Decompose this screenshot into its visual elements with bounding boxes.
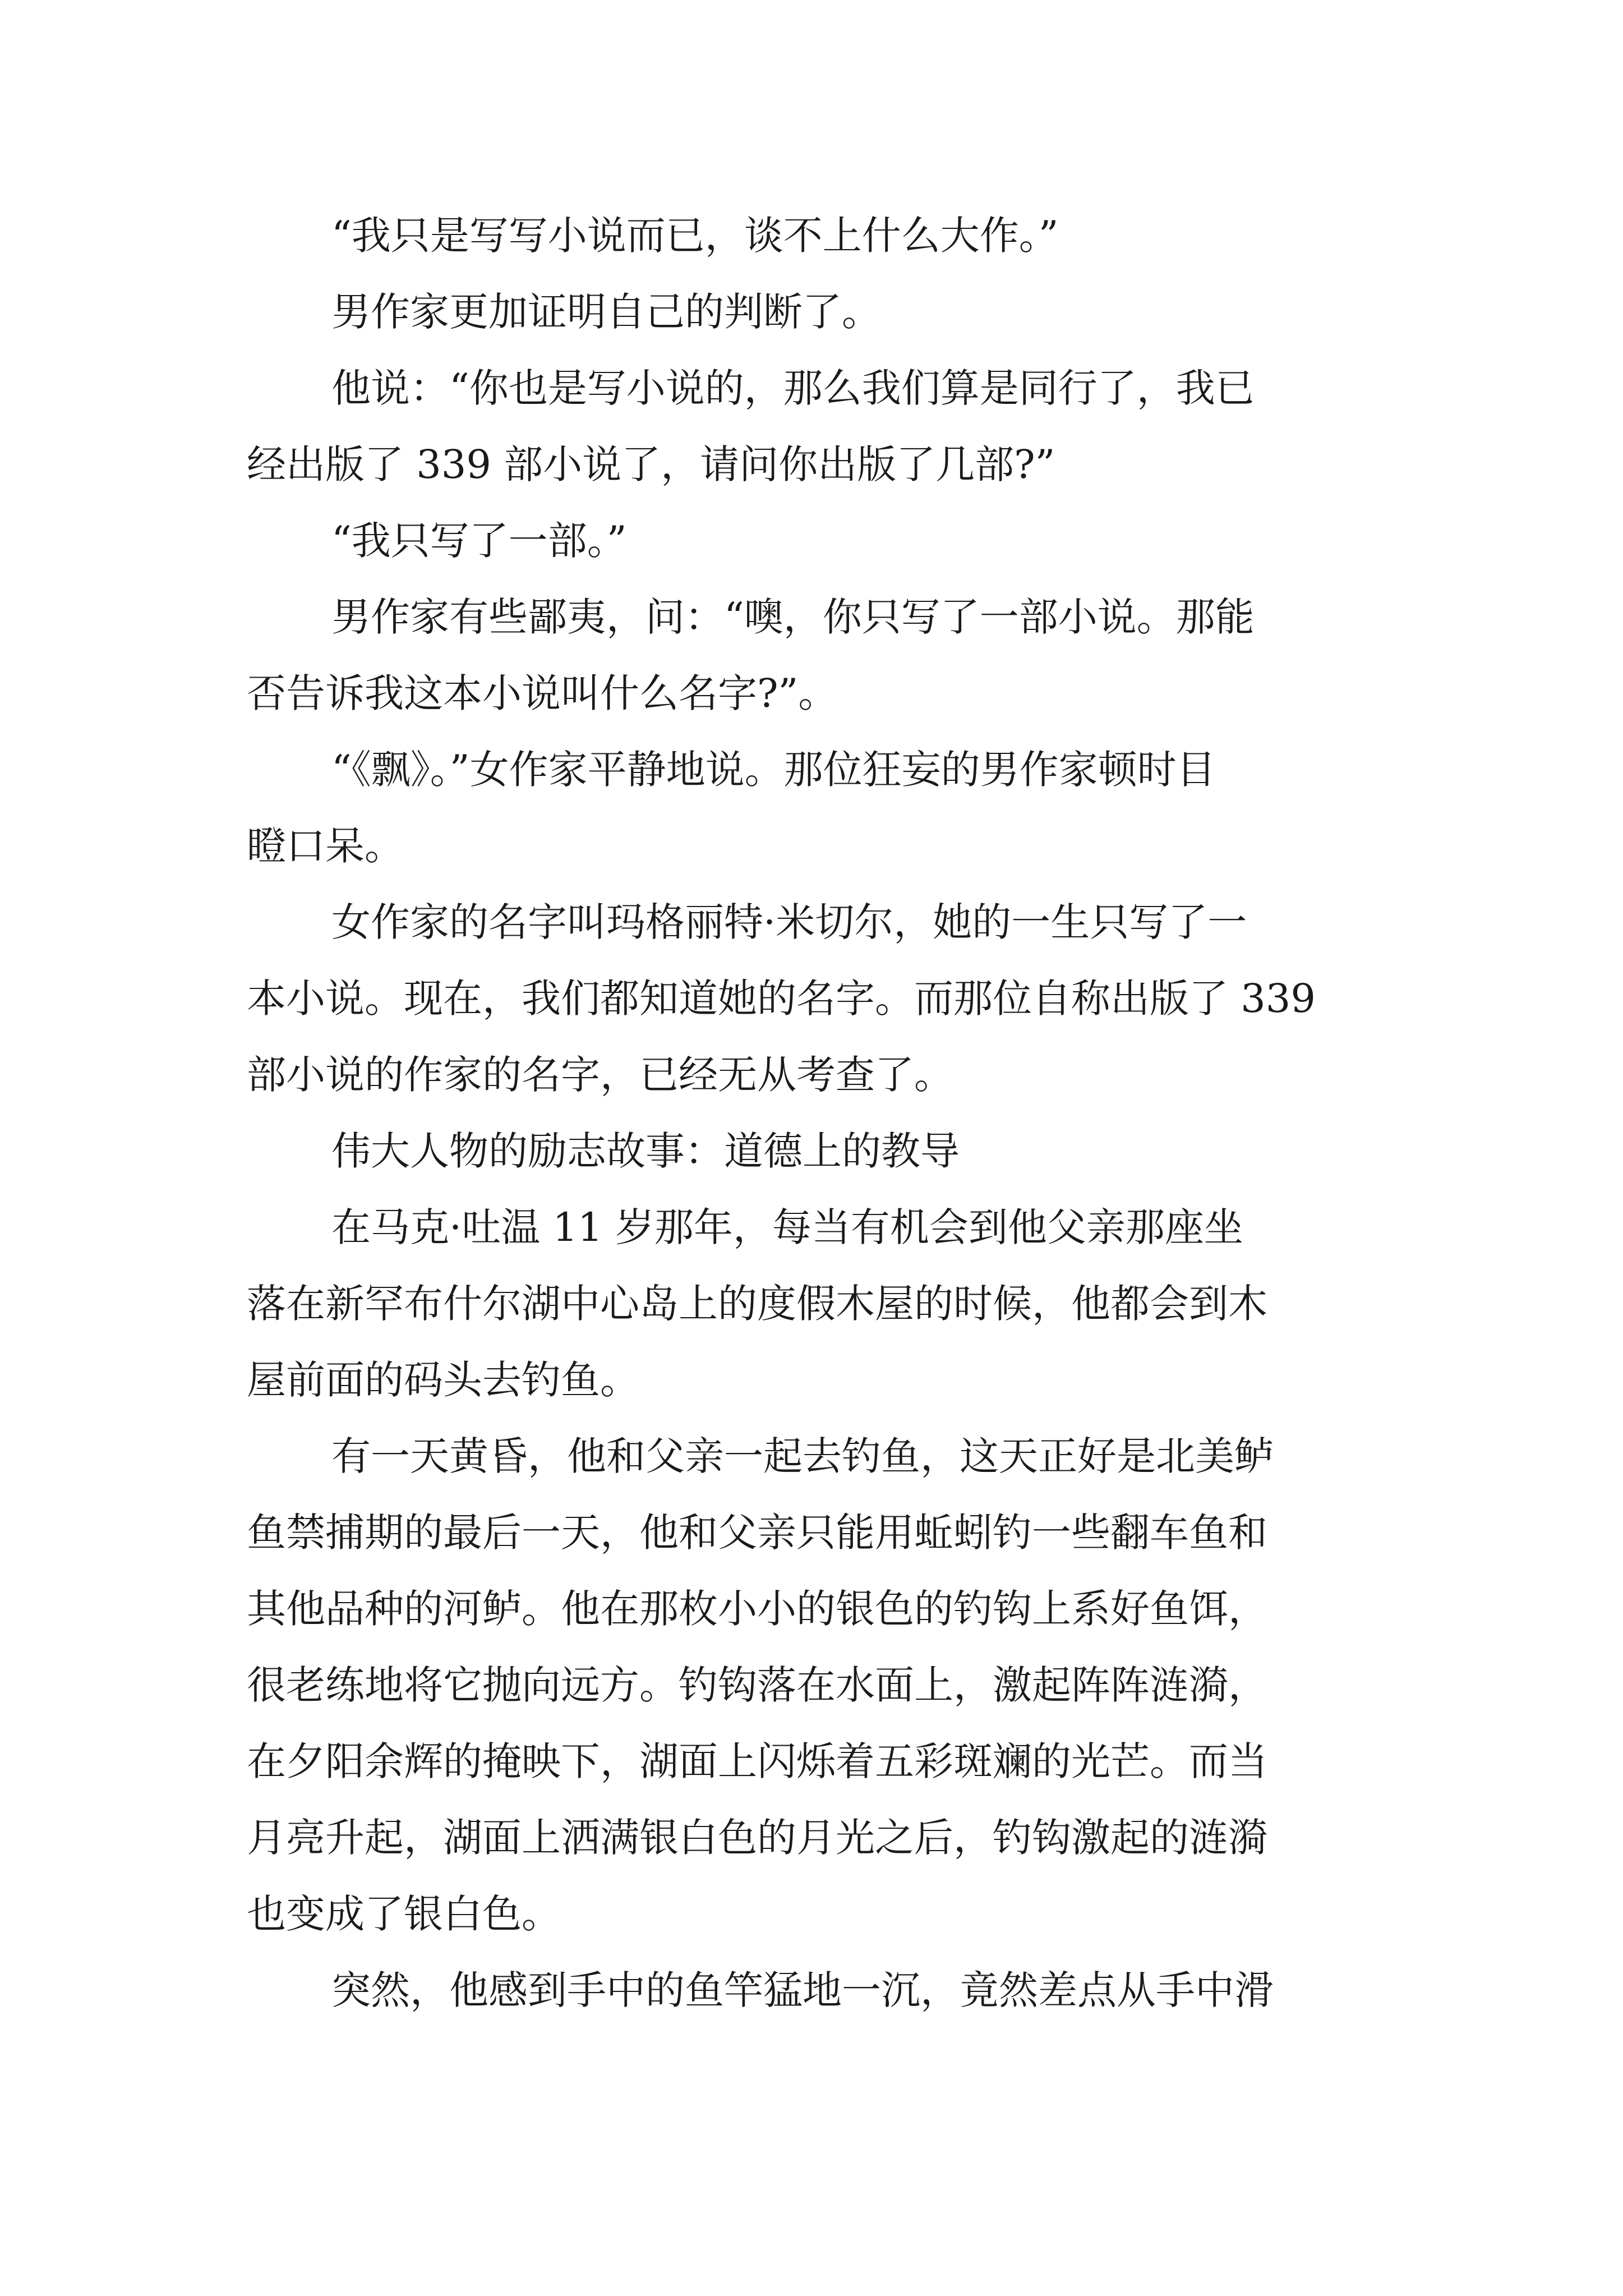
paragraph-line: 落在新罕布什尔湖中心岛上的度假木屋的时候，他都会到木 — [247, 1281, 1267, 1327]
paragraph-line: 女作家的名字叫玛格丽特·米切尔，她的一生只写了一 — [331, 899, 1247, 945]
paragraph-line: “我只写了一部。” — [331, 518, 627, 564]
paragraph-line: 也变成了银白色。 — [247, 1891, 561, 1937]
paragraph-line: 鱼禁捕期的最后一天，他和父亲只能用蚯蚓钓一些翻车鱼和 — [247, 1510, 1267, 1556]
paragraph-line: 部小说的作家的名字，已经无从考查了。 — [247, 1052, 953, 1098]
paragraph-line: 有一天黄昏，他和父亲一起去钓鱼，这天正好是北美鲈 — [331, 1433, 1274, 1479]
paragraph-line: 月亮升起，湖面上洒满银白色的月光之后，钓钩激起的涟漪 — [247, 1815, 1267, 1861]
paragraph-line: 在马克·吐温 11 岁那年，每当有机会到他父亲那座坐 — [331, 1204, 1243, 1250]
paragraph-line: 否告诉我这本小说叫什么名字?”。 — [247, 670, 838, 716]
section-heading: 伟大人物的励志故事：道德上的教导 — [331, 1128, 960, 1174]
paragraph-line: 在夕阳余辉的掩映下，湖面上闪烁着五彩斑斓的光芒。而当 — [247, 1738, 1267, 1784]
paragraph-line: 男作家有些鄙夷，问：“噢，你只写了一部小说。那能 — [331, 594, 1255, 640]
paragraph-line: 屋前面的码头去钓鱼。 — [247, 1357, 639, 1403]
paragraph-line: 他说：“你也是写小说的，那么我们算是同行了，我已 — [331, 365, 1255, 411]
paragraph-line: 本小说。现在，我们都知道她的名字。而那位自称出版了 339 — [247, 976, 1316, 1022]
paragraph-line: 突然，他感到手中的鱼竿猛地一沉，竟然差点从手中滑 — [331, 1967, 1274, 2013]
paragraph-line: 其他品种的河鲈。他在那枚小小的银色的钓钩上系好鱼饵， — [247, 1586, 1267, 1632]
paragraph-line: 男作家更加证明自己的判断了。 — [331, 289, 881, 335]
paragraph-line: 经出版了 339 部小说了，请问你出版了几部?” — [247, 441, 1055, 487]
paragraph-line: 很老练地将它抛向远方。钓钩落在水面上，激起阵阵涟漪， — [247, 1662, 1267, 1708]
paragraph-line: “《飘》。”女作家平静地说。那位狂妄的男作家顿时目 — [331, 747, 1216, 793]
paragraph-line: “我只是写写小说而已，谈不上什么大作。” — [331, 213, 1059, 259]
paragraph-line: 瞪口呆。 — [247, 823, 404, 869]
